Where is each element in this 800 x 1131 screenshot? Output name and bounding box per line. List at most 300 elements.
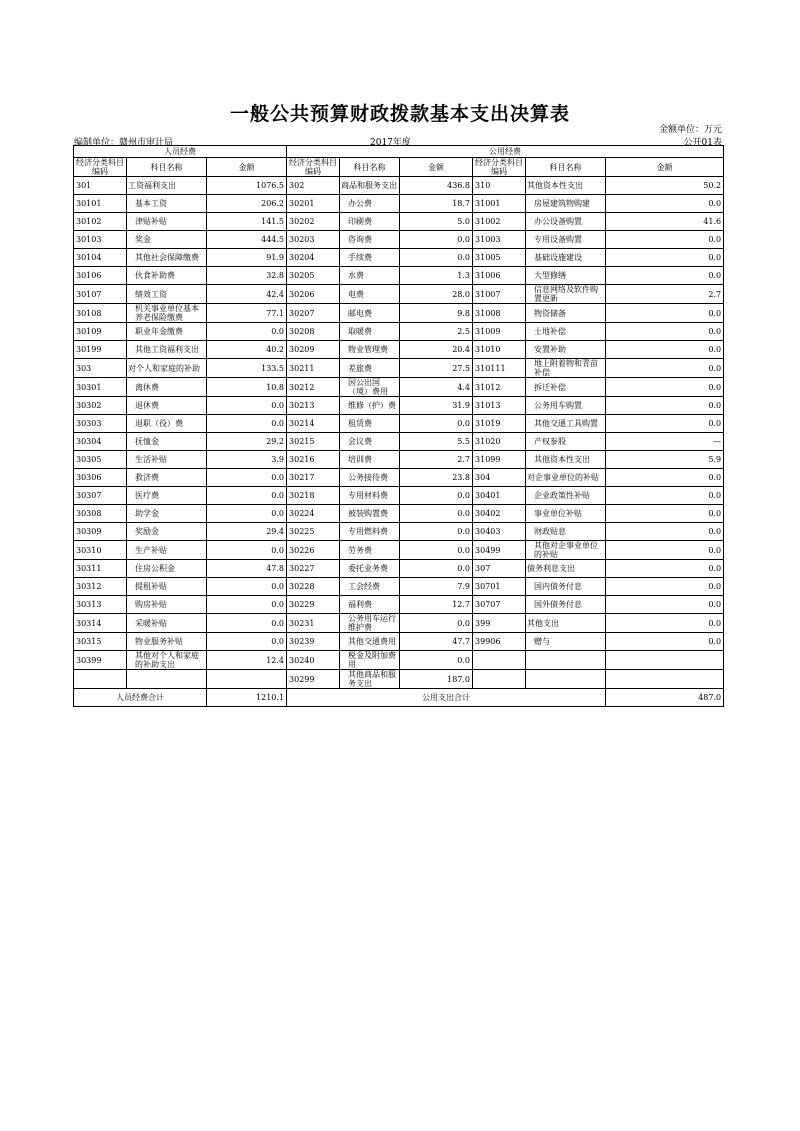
item-name-cell: 采暖补贴 <box>127 614 207 633</box>
amount-cell: 41.6 <box>606 213 724 231</box>
code-cell: 30499 <box>473 541 526 560</box>
item-name-cell: 物资储备 <box>526 304 606 323</box>
item-name-cell: 商品和服务支出 <box>340 177 400 195</box>
code-cell <box>473 670 526 689</box>
code-cell: 30227 <box>287 560 340 578</box>
amount-cell: 7.9 <box>400 578 473 596</box>
table-row <box>74 541 724 560</box>
item-name-cell: 专用材料费 <box>340 487 400 505</box>
code-cell: 30102 <box>74 213 127 231</box>
item-name-cell: 生产补贴 <box>127 541 207 560</box>
item-name-cell: 职业年金缴费 <box>127 323 207 341</box>
amount-cell: 2.7 <box>400 451 473 469</box>
item-name-cell: 国外债务付息 <box>526 596 606 614</box>
code-cell: 39906 <box>473 633 526 651</box>
code-cell: 31003 <box>473 231 526 249</box>
code-cell: 310 <box>473 177 526 195</box>
amount-cell: 77.1 <box>207 304 287 323</box>
item-name-cell: 取暖费 <box>340 323 400 341</box>
code-cell: 30109 <box>74 323 127 341</box>
amount-cell: — <box>606 433 724 451</box>
code-cell: 30201 <box>287 195 340 213</box>
amount-cell: 0.0 <box>606 523 724 541</box>
header-name: 科目名称 <box>340 158 400 177</box>
item-name-cell: 医疗费 <box>127 487 207 505</box>
table-row <box>74 614 724 633</box>
code-cell: 30305 <box>74 451 127 469</box>
code-cell: 31007 <box>473 285 526 304</box>
section-header-row <box>74 146 724 158</box>
code-cell: 30215 <box>287 433 340 451</box>
header-code: 经济分类科目编码 <box>473 158 526 177</box>
item-name-cell: 印刷费 <box>340 213 400 231</box>
item-name-cell: 办公设备购置 <box>526 213 606 231</box>
table-row <box>74 469 724 487</box>
item-name-cell: 维修（护）费 <box>340 397 400 415</box>
table-row <box>74 249 724 267</box>
table-row <box>74 267 724 285</box>
table-row <box>74 651 724 670</box>
amount-cell: 0.0 <box>400 249 473 267</box>
amount-cell: 91.9 <box>207 249 287 267</box>
amount-cell: 28.0 <box>400 285 473 304</box>
item-name-cell: 其他对企事业单位的补贴 <box>526 541 606 560</box>
amount-cell: 0.0 <box>606 469 724 487</box>
item-name-cell: 债务利息支出 <box>526 560 606 578</box>
amount-unit: 金额单位：万元 <box>658 125 722 135</box>
item-name-cell: 退休费 <box>127 397 207 415</box>
code-cell: 31019 <box>473 415 526 433</box>
table-row <box>74 359 724 378</box>
table-row <box>74 304 724 323</box>
code-cell: 30214 <box>287 415 340 433</box>
item-name-cell: 劳务费 <box>340 541 400 560</box>
item-name-cell: 绩效工资 <box>127 285 207 304</box>
column-header-row <box>74 158 724 177</box>
amount-cell: 444.5 <box>207 231 287 249</box>
code-cell: 31012 <box>473 378 526 397</box>
item-name-cell: 税金及附加费用 <box>340 651 400 670</box>
code-cell: 30302 <box>74 397 127 415</box>
table-row <box>74 341 724 359</box>
code-cell: 30707 <box>473 596 526 614</box>
code-cell: 30231 <box>287 614 340 633</box>
amount-cell: 0.0 <box>606 195 724 213</box>
code-cell: 30310 <box>74 541 127 560</box>
amount-cell: 0.0 <box>400 415 473 433</box>
item-name-cell: 物业服务补贴 <box>127 633 207 651</box>
table-row <box>74 578 724 596</box>
item-name-cell: 专用设备购置 <box>526 231 606 249</box>
header-name: 科目名称 <box>127 158 207 177</box>
code-cell: 30308 <box>74 505 127 523</box>
amount-cell: 0.0 <box>606 578 724 596</box>
table-row <box>74 397 724 415</box>
item-name-cell: 办公费 <box>340 195 400 213</box>
code-cell: 30301 <box>74 378 127 397</box>
item-name-cell: 国内债务付息 <box>526 578 606 596</box>
amount-cell: 0.0 <box>606 249 724 267</box>
header-amount: 金额 <box>400 158 473 177</box>
amount-cell: 0.0 <box>606 614 724 633</box>
amount-cell: 42.4 <box>207 285 287 304</box>
code-cell: 399 <box>473 614 526 633</box>
table-row <box>74 451 724 469</box>
item-name-cell: 公务用车购置 <box>526 397 606 415</box>
code-cell: 30315 <box>74 633 127 651</box>
item-name-cell: 被装购置费 <box>340 505 400 523</box>
table-row <box>74 487 724 505</box>
amount-cell: 29.2 <box>207 433 287 451</box>
amount-cell: 3.9 <box>207 451 287 469</box>
item-name-cell: 奖励金 <box>127 523 207 541</box>
item-name-cell: 基础设施建设 <box>526 249 606 267</box>
code-cell <box>473 651 526 670</box>
item-name-cell: 救济费 <box>127 469 207 487</box>
public-total-value: 487.0 <box>606 689 724 707</box>
item-name-cell: 企业政策性补贴 <box>526 487 606 505</box>
header-amount: 金额 <box>606 158 724 177</box>
code-cell: 30239 <box>287 633 340 651</box>
item-name-cell: 土地补偿 <box>526 323 606 341</box>
table-row <box>74 523 724 541</box>
amount-cell: 0.0 <box>606 415 724 433</box>
item-name-cell <box>526 651 606 670</box>
code-cell: 30103 <box>74 231 127 249</box>
code-cell: 303 <box>74 359 127 378</box>
amount-cell: 0.0 <box>606 560 724 578</box>
code-cell: 30304 <box>74 433 127 451</box>
amount-cell: 0.0 <box>207 415 287 433</box>
amount-cell: 31.9 <box>400 397 473 415</box>
amount-cell: 0.0 <box>207 487 287 505</box>
amount-cell: 20.4 <box>400 341 473 359</box>
code-cell: 30212 <box>287 378 340 397</box>
amount-cell <box>207 670 287 689</box>
code-cell: 30209 <box>287 341 340 359</box>
code-cell: 31006 <box>473 267 526 285</box>
item-name-cell: 其他交通费用 <box>340 633 400 651</box>
header-name: 科目名称 <box>526 158 606 177</box>
amount-cell: 0.0 <box>606 397 724 415</box>
amount-cell: 0.0 <box>606 505 724 523</box>
item-name-cell: 赠与 <box>526 633 606 651</box>
code-cell: 30211 <box>287 359 340 378</box>
amount-cell: 50.2 <box>606 177 724 195</box>
code-cell: 30399 <box>74 651 127 670</box>
code-cell: 30104 <box>74 249 127 267</box>
amount-cell: 133.5 <box>207 359 287 378</box>
code-cell: 304 <box>473 469 526 487</box>
public-total-label: 公用支出合计 <box>287 689 606 707</box>
amount-cell: 0.0 <box>207 505 287 523</box>
code-cell: 30206 <box>287 285 340 304</box>
code-cell: 30240 <box>287 651 340 670</box>
item-name-cell: 其他社会保障缴费 <box>127 249 207 267</box>
item-name-cell: 基本工资 <box>127 195 207 213</box>
item-name-cell: 购房补贴 <box>127 596 207 614</box>
amount-cell: 0.0 <box>400 614 473 633</box>
table-row <box>74 177 724 195</box>
amount-cell: 0.0 <box>606 541 724 560</box>
code-cell: 30228 <box>287 578 340 596</box>
code-cell: 307 <box>473 560 526 578</box>
item-name-cell: 其他工资福利支出 <box>127 341 207 359</box>
totals-row <box>74 689 724 707</box>
amount-cell: 0.0 <box>606 359 724 378</box>
item-name-cell: 房屋建筑物购建 <box>526 195 606 213</box>
code-cell: 30213 <box>287 397 340 415</box>
section-public: 公用经费 <box>287 146 724 158</box>
item-name-cell: 退职（役）费 <box>127 415 207 433</box>
amount-cell: 0.0 <box>207 614 287 633</box>
item-name-cell: 福利费 <box>340 596 400 614</box>
item-name-cell: 委托业务费 <box>340 560 400 578</box>
code-cell: 30207 <box>287 304 340 323</box>
item-name-cell: 安置补助 <box>526 341 606 359</box>
amount-cell: 0.0 <box>606 378 724 397</box>
code-cell: 30309 <box>74 523 127 541</box>
item-name-cell: 租赁费 <box>340 415 400 433</box>
code-cell: 301 <box>74 177 127 195</box>
item-name-cell: 助学金 <box>127 505 207 523</box>
item-name-cell: 其他对个人和家庭的补助支出 <box>127 651 207 670</box>
amount-cell: 0.0 <box>400 505 473 523</box>
code-cell: 30216 <box>287 451 340 469</box>
amount-cell: 12.7 <box>400 596 473 614</box>
item-name-cell: 生活补贴 <box>127 451 207 469</box>
code-cell: 30229 <box>287 596 340 614</box>
item-name-cell: 公务用车运行维护费 <box>340 614 400 633</box>
code-cell: 30205 <box>287 267 340 285</box>
form-number: 公开01表 <box>683 138 722 148</box>
amount-cell: 0.0 <box>207 397 287 415</box>
item-name-cell: 工会经费 <box>340 578 400 596</box>
item-name-cell: 离休费 <box>127 378 207 397</box>
amount-cell: 32.8 <box>207 267 287 285</box>
code-cell: 30208 <box>287 323 340 341</box>
amount-cell: 0.0 <box>400 651 473 670</box>
amount-cell: 12.4 <box>207 651 287 670</box>
amount-cell <box>606 670 724 689</box>
item-name-cell: 对个人和家庭的补助 <box>127 359 207 378</box>
item-name-cell: 差旅费 <box>340 359 400 378</box>
amount-cell: 18.7 <box>400 195 473 213</box>
amount-cell: 436.8 <box>400 177 473 195</box>
item-name-cell: 其他商品和服务支出 <box>340 670 400 689</box>
code-cell <box>74 670 127 689</box>
code-cell: 30101 <box>74 195 127 213</box>
amount-cell: 10.8 <box>207 378 287 397</box>
fiscal-year: 2017年度 <box>370 138 411 148</box>
item-name-cell: 专用燃料费 <box>340 523 400 541</box>
code-cell: 30204 <box>287 249 340 267</box>
code-cell: 31002 <box>473 213 526 231</box>
item-name-cell: 事业单位补贴 <box>526 505 606 523</box>
amount-cell <box>606 651 724 670</box>
item-name-cell: 住房公积金 <box>127 560 207 578</box>
item-name-cell: 产权参股 <box>526 433 606 451</box>
code-cell: 31008 <box>473 304 526 323</box>
personnel-total-label: 人员经费合计 <box>74 689 207 707</box>
item-name-cell: 因公出国（境）费用 <box>340 378 400 397</box>
amount-cell: 2.7 <box>606 285 724 304</box>
table-row <box>74 415 724 433</box>
table-row <box>74 195 724 213</box>
amount-cell: 5.0 <box>400 213 473 231</box>
amount-cell: 0.0 <box>400 523 473 541</box>
amount-cell: 0.0 <box>606 596 724 614</box>
code-cell: 302 <box>287 177 340 195</box>
amount-cell: 0.0 <box>606 341 724 359</box>
table-row <box>74 505 724 523</box>
code-cell: 30218 <box>287 487 340 505</box>
table-row <box>74 285 724 304</box>
item-name-cell: 信息网络及软件购置更新 <box>526 285 606 304</box>
item-name-cell: 培训费 <box>340 451 400 469</box>
amount-cell: 5.5 <box>400 433 473 451</box>
amount-cell: 0.0 <box>400 231 473 249</box>
item-name-cell: 其他支出 <box>526 614 606 633</box>
item-name-cell: 伙食补助费 <box>127 267 207 285</box>
item-name-cell: 津贴补贴 <box>127 213 207 231</box>
item-name-cell: 物业管理费 <box>340 341 400 359</box>
section-personnel: 人员经费 <box>74 146 287 158</box>
amount-cell: 2.5 <box>400 323 473 341</box>
code-cell: 31099 <box>473 451 526 469</box>
amount-cell: 187.0 <box>400 670 473 689</box>
code-cell: 30303 <box>74 415 127 433</box>
amount-cell: 5.9 <box>606 451 724 469</box>
amount-cell: 206.2 <box>207 195 287 213</box>
item-name-cell: 邮电费 <box>340 304 400 323</box>
table-row <box>74 323 724 341</box>
code-cell: 30199 <box>74 341 127 359</box>
code-cell: 30312 <box>74 578 127 596</box>
item-name-cell: 抚恤金 <box>127 433 207 451</box>
table-row <box>74 378 724 397</box>
header-code: 经济分类科目编码 <box>287 158 340 177</box>
code-cell: 30701 <box>473 578 526 596</box>
item-name-cell: 对企事业单位的补贴 <box>526 469 606 487</box>
table-row <box>74 231 724 249</box>
amount-cell: 0.0 <box>400 560 473 578</box>
amount-cell: 0.0 <box>207 578 287 596</box>
item-name-cell: 咨询费 <box>340 231 400 249</box>
code-cell: 31005 <box>473 249 526 267</box>
item-name-cell: 提租补贴 <box>127 578 207 596</box>
amount-cell: 0.0 <box>400 541 473 560</box>
amount-cell: 0.0 <box>606 487 724 505</box>
amount-cell: 0.0 <box>207 633 287 651</box>
item-name-cell: 机关事业单位基本养老保险缴费 <box>127 304 207 323</box>
amount-cell: 1.3 <box>400 267 473 285</box>
item-name-cell: 拆迁补偿 <box>526 378 606 397</box>
header-amount: 金额 <box>207 158 287 177</box>
amount-cell: 0.0 <box>606 633 724 651</box>
code-cell: 30307 <box>74 487 127 505</box>
code-cell: 30225 <box>287 523 340 541</box>
code-cell: 31001 <box>473 195 526 213</box>
item-name-cell <box>127 670 207 689</box>
code-cell: 31013 <box>473 397 526 415</box>
item-name-cell: 地上附着物和青苗补偿 <box>526 359 606 378</box>
expenditure-table <box>73 145 724 707</box>
compiling-unit: 编制单位：赣州市审计局 <box>74 138 174 148</box>
table-row <box>74 433 724 451</box>
amount-cell: 9.8 <box>400 304 473 323</box>
code-cell: 30403 <box>473 523 526 541</box>
page-title: 一般公共预算财政拨款基本支出决算表 <box>229 103 570 125</box>
code-cell: 31020 <box>473 433 526 451</box>
code-cell: 30401 <box>473 487 526 505</box>
amount-cell: 47.8 <box>207 560 287 578</box>
code-cell: 30306 <box>74 469 127 487</box>
table-row <box>74 213 724 231</box>
personnel-total-value: 1210.1 <box>207 689 287 707</box>
code-cell: 30314 <box>74 614 127 633</box>
item-name-cell: 其他交通工具购置 <box>526 415 606 433</box>
amount-cell: 0.0 <box>606 323 724 341</box>
amount-cell: 0.0 <box>400 487 473 505</box>
code-cell: 31010 <box>473 341 526 359</box>
code-cell: 31009 <box>473 323 526 341</box>
amount-cell: 1076.5 <box>207 177 287 195</box>
item-name-cell: 会议费 <box>340 433 400 451</box>
amount-cell: 40.2 <box>207 341 287 359</box>
table-row <box>74 633 724 651</box>
amount-cell: 0.0 <box>606 304 724 323</box>
item-name-cell: 水费 <box>340 267 400 285</box>
code-cell: 30203 <box>287 231 340 249</box>
item-name-cell: 电费 <box>340 285 400 304</box>
code-cell: 30226 <box>287 541 340 560</box>
code-cell: 30108 <box>74 304 127 323</box>
amount-cell: 141.5 <box>207 213 287 231</box>
item-name-cell <box>526 670 606 689</box>
amount-cell: 47.7 <box>400 633 473 651</box>
code-cell: 30202 <box>287 213 340 231</box>
item-name-cell: 其他资本性支出 <box>526 451 606 469</box>
code-cell: 310111 <box>473 359 526 378</box>
code-cell: 30106 <box>74 267 127 285</box>
item-name-cell: 奖金 <box>127 231 207 249</box>
amount-cell: 23.8 <box>400 469 473 487</box>
item-name-cell: 手续费 <box>340 249 400 267</box>
amount-cell: 0.0 <box>207 596 287 614</box>
amount-cell: 27.5 <box>400 359 473 378</box>
item-name-cell: 财政贴息 <box>526 523 606 541</box>
table-row <box>74 596 724 614</box>
amount-cell: 0.0 <box>606 267 724 285</box>
code-cell: 30311 <box>74 560 127 578</box>
amount-cell: 0.0 <box>207 323 287 341</box>
table-row <box>74 670 724 689</box>
code-cell: 30217 <box>287 469 340 487</box>
amount-cell: 0.0 <box>207 541 287 560</box>
code-cell: 30313 <box>74 596 127 614</box>
table-row <box>74 560 724 578</box>
code-cell: 30107 <box>74 285 127 304</box>
header-code: 经济分类科目编码 <box>74 158 127 177</box>
item-name-cell: 其他资本性支出 <box>526 177 606 195</box>
amount-cell: 4.4 <box>400 378 473 397</box>
item-name-cell: 工资福利支出 <box>127 177 207 195</box>
item-name-cell: 大型修缮 <box>526 267 606 285</box>
amount-cell: 0.0 <box>606 231 724 249</box>
code-cell: 30224 <box>287 505 340 523</box>
amount-cell: 0.0 <box>207 469 287 487</box>
